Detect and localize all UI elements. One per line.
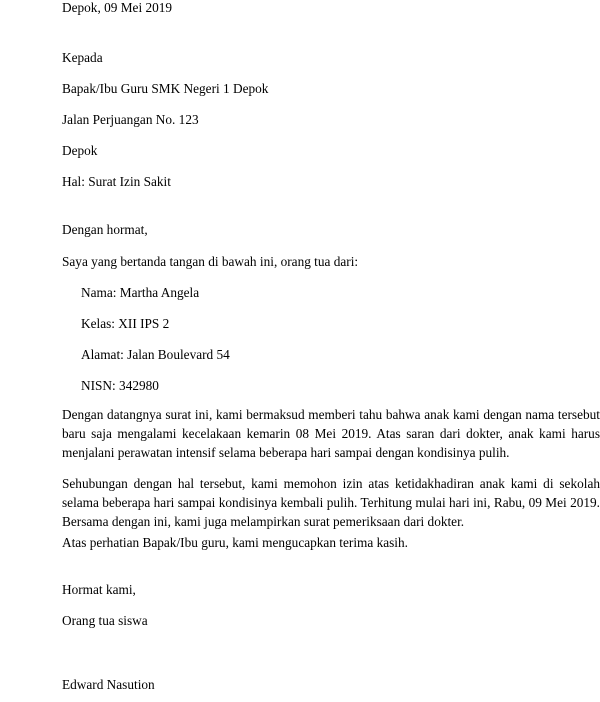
body-paragraph-2: Sehubungan dengan hal tersebut, kami memohon izin atas ketidakhadiran anak kami di sekolah selama beberapa hari sampai kondisinya kembali pulih. Terhitung mulai hari ini, Rabu, 09 Mei 2019. Bersama dengan ini, kami juga melampirkan surat pemeriksaan dari dokter.: [62, 476, 600, 529]
closing-paragraph: Atas perhatian Bapak/Ibu guru, kami mengucapkan terima kasih.: [62, 535, 408, 550]
student-class: Kelas: XII IPS 2: [81, 316, 170, 331]
signer-role: Orang tua siswa: [62, 613, 148, 628]
subject-line: Hal: Surat Izin Sakit: [62, 174, 171, 189]
recipient-city: Depok: [62, 143, 98, 158]
student-name: Nama: Martha Angela: [81, 285, 200, 300]
recipient-to: Kepada: [62, 50, 103, 65]
intro-text: Saya yang bertanda tangan di bawah ini, orang tua dari:: [62, 254, 359, 269]
recipient-street: Jalan Perjuangan No. 123: [62, 112, 199, 127]
body-paragraph-1: Dengan datangnya surat ini, kami bermaksud memberi tahu bahwa anak kami dengan nama tersebut baru saja mengalami kecelakaan kemarin 08 Mei 2019. Atas saran dari dokter, anak kami harus menjalani perawatan intensif selama beberapa hari sampai dengan kondisinya pulih.: [62, 407, 600, 460]
student-nisn: NISN: 342980: [81, 378, 159, 393]
signer-name: Edward Nasution: [62, 677, 155, 692]
recipient-name: Bapak/Ibu Guru SMK Negeri 1 Depok: [62, 81, 269, 96]
closing-salutation: Hormat kami,: [62, 582, 136, 597]
greeting: Dengan hormat,: [62, 222, 148, 237]
place-date: Depok, 09 Mei 2019: [62, 0, 173, 15]
student-address: Alamat: Jalan Boulevard 54: [81, 347, 230, 362]
